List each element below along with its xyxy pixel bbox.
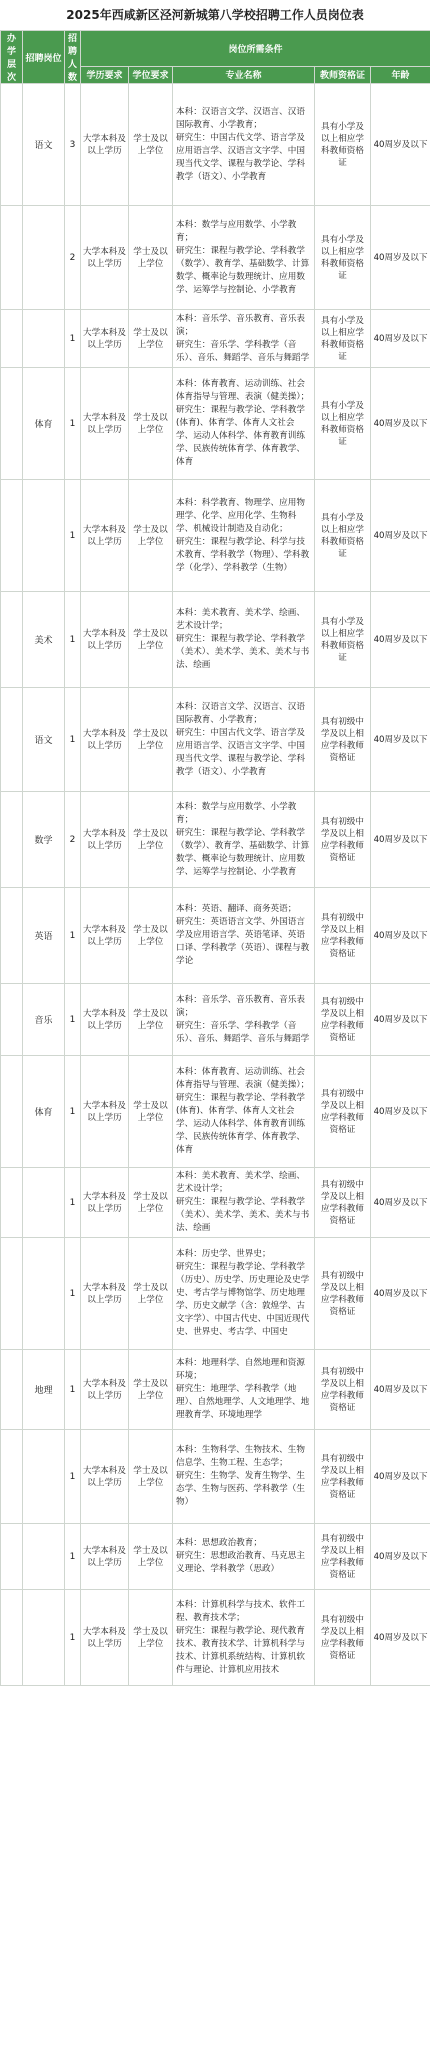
header-level: 办学层次 [1,31,23,84]
cert-cell: 具有初级中学及以上相应学科教师资格证 [315,792,371,888]
count-cell: 2 [65,206,81,310]
count-cell: 1 [65,480,81,592]
header-conditions: 岗位所需条件 [81,31,430,67]
age-cell: 40周岁及以下 [371,792,430,888]
post-cell [23,310,65,368]
level-cell [1,310,23,368]
recruitment-table [0,30,430,1686]
table-row [1,1350,430,1430]
level-cell [1,1350,23,1430]
post-cell [23,1238,65,1350]
education-cell: 大学本科及以上学历 [81,984,129,1056]
cert-cell: 具有初级中学及以上相应学科教师资格证 [315,1056,371,1168]
cert-cell: 具有初级中学及以上相应学科教师资格证 [315,1238,371,1350]
table-row [1,1590,430,1686]
cert-cell: 具有初级中学及以上相应学科教师资格证 [315,1350,371,1430]
major-cell: 本科：美术教育、美术学、绘画、艺术设计学； 研究生：课程与教学论、学科教学（美术）、美术学、美术、美术与书法、绘画 [173,1168,315,1238]
post-cell [23,480,65,592]
major-cell: 本科：汉语言文学、汉语言、汉语国际教育、小学教育； 研究生：中国古代文学、语言学及应用语言学、汉语言文字学、中国现当代文学、课程与教学论、学科教学（语文）、小学教育 [173,688,315,792]
count-cell: 1 [65,1168,81,1238]
age-cell: 40周岁及以下 [371,592,430,688]
age-cell: 40周岁及以下 [371,1168,430,1238]
header-degree: 学位要求 [129,66,173,83]
table-row [1,592,430,688]
degree-cell: 学士及以上学位 [129,792,173,888]
count-cell: 1 [65,688,81,792]
education-cell: 大学本科及以上学历 [81,480,129,592]
count-cell: 1 [65,592,81,688]
table-row [1,1168,430,1238]
cert-cell: 具有初级中学及以上相应学科教师资格证 [315,688,371,792]
age-cell: 40周岁及以下 [371,1590,430,1686]
cert-cell: 具有初级中学及以上相应学科教师资格证 [315,984,371,1056]
post-cell: 英语 [23,888,65,984]
header-education: 学历要求 [81,66,129,83]
level-cell [1,888,23,984]
table-row [1,1238,430,1350]
table-body [1,84,430,1686]
cert-cell: 具有初级中学及以上相应学科教师资格证 [315,1590,371,1686]
major-cell: 本科：生物科学、生物技术、生物信息学、生物工程、生态学； 研究生：生物学、发育生物学、生态学、生物与医药、学科教学（生物） [173,1430,315,1524]
degree-cell: 学士及以上学位 [129,888,173,984]
major-cell: 本科：思想政治教育； 研究生：思想政治教育、马克思主义理论、学科教学（思政） [173,1524,315,1590]
age-cell: 40周岁及以下 [371,84,430,206]
major-cell: 本科：数学与应用数学、小学教育； 研究生：课程与教学论、学科教学（数学）、教育学、基础数学、计算数学、概率论与数理统计、应用数学、运筹学与控制论、小学教育 [173,206,315,310]
count-cell: 3 [65,84,81,206]
degree-cell: 学士及以上学位 [129,310,173,368]
age-cell: 40周岁及以下 [371,1238,430,1350]
cert-cell: 具有初级中学及以上相应学科教师资格证 [315,1430,371,1524]
count-cell: 1 [65,1238,81,1350]
education-cell: 大学本科及以上学历 [81,1238,129,1350]
degree-cell: 学士及以上学位 [129,688,173,792]
education-cell: 大学本科及以上学历 [81,1350,129,1430]
degree-cell: 学士及以上学位 [129,1056,173,1168]
page-title: 2025年西咸新区泾河新城第八学校招聘工作人员岗位表 [66,8,364,22]
cert-cell: 具有小学及以上相应学科教师资格证 [315,592,371,688]
table-row [1,480,430,592]
count-cell: 1 [65,1430,81,1524]
age-cell: 40周岁及以下 [371,1056,430,1168]
level-cell [1,1430,23,1524]
post-cell: 数学 [23,792,65,888]
degree-cell: 学士及以上学位 [129,206,173,310]
post-cell: 语文 [23,84,65,206]
degree-cell: 学士及以上学位 [129,1524,173,1590]
count-cell: 1 [65,984,81,1056]
education-cell: 大学本科及以上学历 [81,592,129,688]
cert-cell: 具有小学及以上相应学科教师资格证 [315,480,371,592]
level-cell [1,592,23,688]
age-cell: 40周岁及以下 [371,984,430,1056]
table-row [1,688,430,792]
table-row [1,984,430,1056]
post-cell: 体育 [23,368,65,480]
post-cell: 美术 [23,592,65,688]
major-cell: 本科：音乐学、音乐教育、音乐表演； 研究生：音乐学、学科教学（音乐）、音乐、舞蹈学、音乐与舞蹈学 [173,310,315,368]
post-cell [23,1524,65,1590]
major-cell: 本科：科学教育、物理学、应用物理学、化学、应用化学、生物科学、机械设计制造及自动化； 研究生：课程与教学论、科学与技术教育、学科教学（物理）、学科教学（化学）、学科教学（生物） [173,480,315,592]
level-cell [1,792,23,888]
table-row [1,84,430,206]
post-cell [23,1590,65,1686]
major-cell: 本科：音乐学、音乐教育、音乐表演； 研究生：音乐学、学科教学（音乐）、音乐、舞蹈学、音乐与舞蹈学 [173,984,315,1056]
major-cell: 本科：历史学、世界史； 研究生：课程与教学论、学科教学（历史）、历史学、历史理论及史学史、考古学与博物馆学、历史地理学、历史文献学（含：敦煌学、古文字学）、中国古代史、中国近现代史、世界史、考古学、中国史 [173,1238,315,1350]
level-cell [1,1590,23,1686]
age-cell: 40周岁及以下 [371,1524,430,1590]
post-cell: 语文 [23,688,65,792]
post-cell [23,206,65,310]
header-cert: 教师资格证 [315,66,371,83]
education-cell: 大学本科及以上学历 [81,1056,129,1168]
cert-cell: 具有初级中学及以上相应学科教师资格证 [315,888,371,984]
count-cell: 1 [65,1056,81,1168]
cert-cell: 具有小学及以上相应学科教师资格证 [315,84,371,206]
header-post: 招聘岗位 [23,31,65,84]
education-cell: 大学本科及以上学历 [81,1524,129,1590]
education-cell: 大学本科及以上学历 [81,688,129,792]
education-cell: 大学本科及以上学历 [81,1590,129,1686]
count-cell: 1 [65,368,81,480]
table-row [1,368,430,480]
major-cell: 本科：计算机科学与技术、软件工程、教育技术学； 研究生：课程与教学论、现代教育技术、教育技术学、计算机科学与技术、计算机系统结构、计算机软件与理论、计算机应用技术 [173,1590,315,1686]
major-cell: 本科：数学与应用数学、小学教育； 研究生：课程与教学论、学科教学（数学）、教育学、基础数学、计算数学、概率论与数理统计、应用数学、运筹学与控制论、小学教育 [173,792,315,888]
post-cell: 地理 [23,1350,65,1430]
level-cell [1,688,23,792]
education-cell: 大学本科及以上学历 [81,84,129,206]
major-cell: 本科：体育教育、运动训练、社会体育指导与管理、表演（健美操）； 研究生：课程与教学论、学科教学(体育)、体育学、体育人文社会学、运动人体科学、体育教育训练学、民族传统体育学、体育教学、体育 [173,1056,315,1168]
level-cell [1,984,23,1056]
table-row [1,888,430,984]
cert-cell: 具有初级中学及以上相应学科教师资格证 [315,1168,371,1238]
count-cell: 1 [65,1350,81,1430]
header-age: 年龄 [371,66,430,83]
degree-cell: 学士及以上学位 [129,368,173,480]
header-count: 招聘人数 [65,31,81,84]
table-row [1,206,430,310]
age-cell: 40周岁及以下 [371,206,430,310]
degree-cell: 学士及以上学位 [129,1590,173,1686]
degree-cell: 学士及以上学位 [129,1350,173,1430]
table-row [1,792,430,888]
count-cell: 1 [65,1524,81,1590]
age-cell: 40周岁及以下 [371,310,430,368]
education-cell: 大学本科及以上学历 [81,206,129,310]
level-cell [1,1238,23,1350]
education-cell: 大学本科及以上学历 [81,888,129,984]
major-cell: 本科：地理科学、自然地理和资源环境； 研究生：地理学、学科教学（地理）、自然地理学、人文地理学、地理教育学、环境地理学 [173,1350,315,1430]
age-cell: 40周岁及以下 [371,688,430,792]
post-cell [23,1430,65,1524]
post-cell: 音乐 [23,984,65,1056]
post-cell: 体育 [23,1056,65,1168]
header-major: 专业名称 [173,66,315,83]
degree-cell: 学士及以上学位 [129,84,173,206]
count-cell: 1 [65,1590,81,1686]
age-cell: 40周岁及以下 [371,888,430,984]
age-cell: 40周岁及以下 [371,480,430,592]
education-cell: 大学本科及以上学历 [81,310,129,368]
age-cell: 40周岁及以下 [371,1350,430,1430]
degree-cell: 学士及以上学位 [129,1238,173,1350]
major-cell: 本科：英语、翻译、商务英语； 研究生：英语语言文学、外国语言学及应用语言学、英语笔译、英语口译、学科教学（英语）、课程与教学论 [173,888,315,984]
education-cell: 大学本科及以上学历 [81,792,129,888]
table-row [1,1056,430,1168]
level-cell [1,1168,23,1238]
major-cell: 本科：汉语言文学、汉语言、汉语国际教育、小学教育； 研究生：中国古代文学、语言学及应用语言学、汉语言文字学、中国现当代文学、课程与教学论、学科教学（语文）、小学教育 [173,84,315,206]
count-cell: 1 [65,888,81,984]
degree-cell: 学士及以上学位 [129,480,173,592]
table-row [1,1524,430,1590]
degree-cell: 学士及以上学位 [129,592,173,688]
post-cell [23,1168,65,1238]
age-cell: 40周岁及以下 [371,1430,430,1524]
cert-cell: 具有小学及以上相应学科教师资格证 [315,206,371,310]
age-cell: 40周岁及以下 [371,368,430,480]
level-cell [1,480,23,592]
level-cell [1,1524,23,1590]
education-cell: 大学本科及以上学历 [81,1168,129,1238]
level-cell [1,206,23,310]
cert-cell: 具有小学及以上相应学科教师资格证 [315,368,371,480]
education-cell: 大学本科及以上学历 [81,368,129,480]
degree-cell: 学士及以上学位 [129,1430,173,1524]
table-row [1,310,430,368]
level-cell [1,84,23,206]
count-cell: 1 [65,310,81,368]
level-cell [1,1056,23,1168]
degree-cell: 学士及以上学位 [129,984,173,1056]
count-cell: 2 [65,792,81,888]
table-row [1,1430,430,1524]
cert-cell: 具有初级中学及以上相应学科教师资格证 [315,1524,371,1590]
education-cell: 大学本科及以上学历 [81,1430,129,1524]
degree-cell: 学士及以上学位 [129,1168,173,1238]
major-cell: 本科：体育教育、运动训练、社会体育指导与管理、表演（健美操）； 研究生：课程与教学论、学科教学(体育)、体育学、体育人文社会学、运动人体科学、体育教育训练学、民族传统体育学、体育教学、体育 [173,368,315,480]
major-cell: 本科：美术教育、美术学、绘画、艺术设计学； 研究生：课程与教学论、学科教学（美术）、美术学、美术、美术与书法、绘画 [173,592,315,688]
level-cell [1,368,23,480]
cert-cell: 具有小学及以上相应学科教师资格证 [315,310,371,368]
